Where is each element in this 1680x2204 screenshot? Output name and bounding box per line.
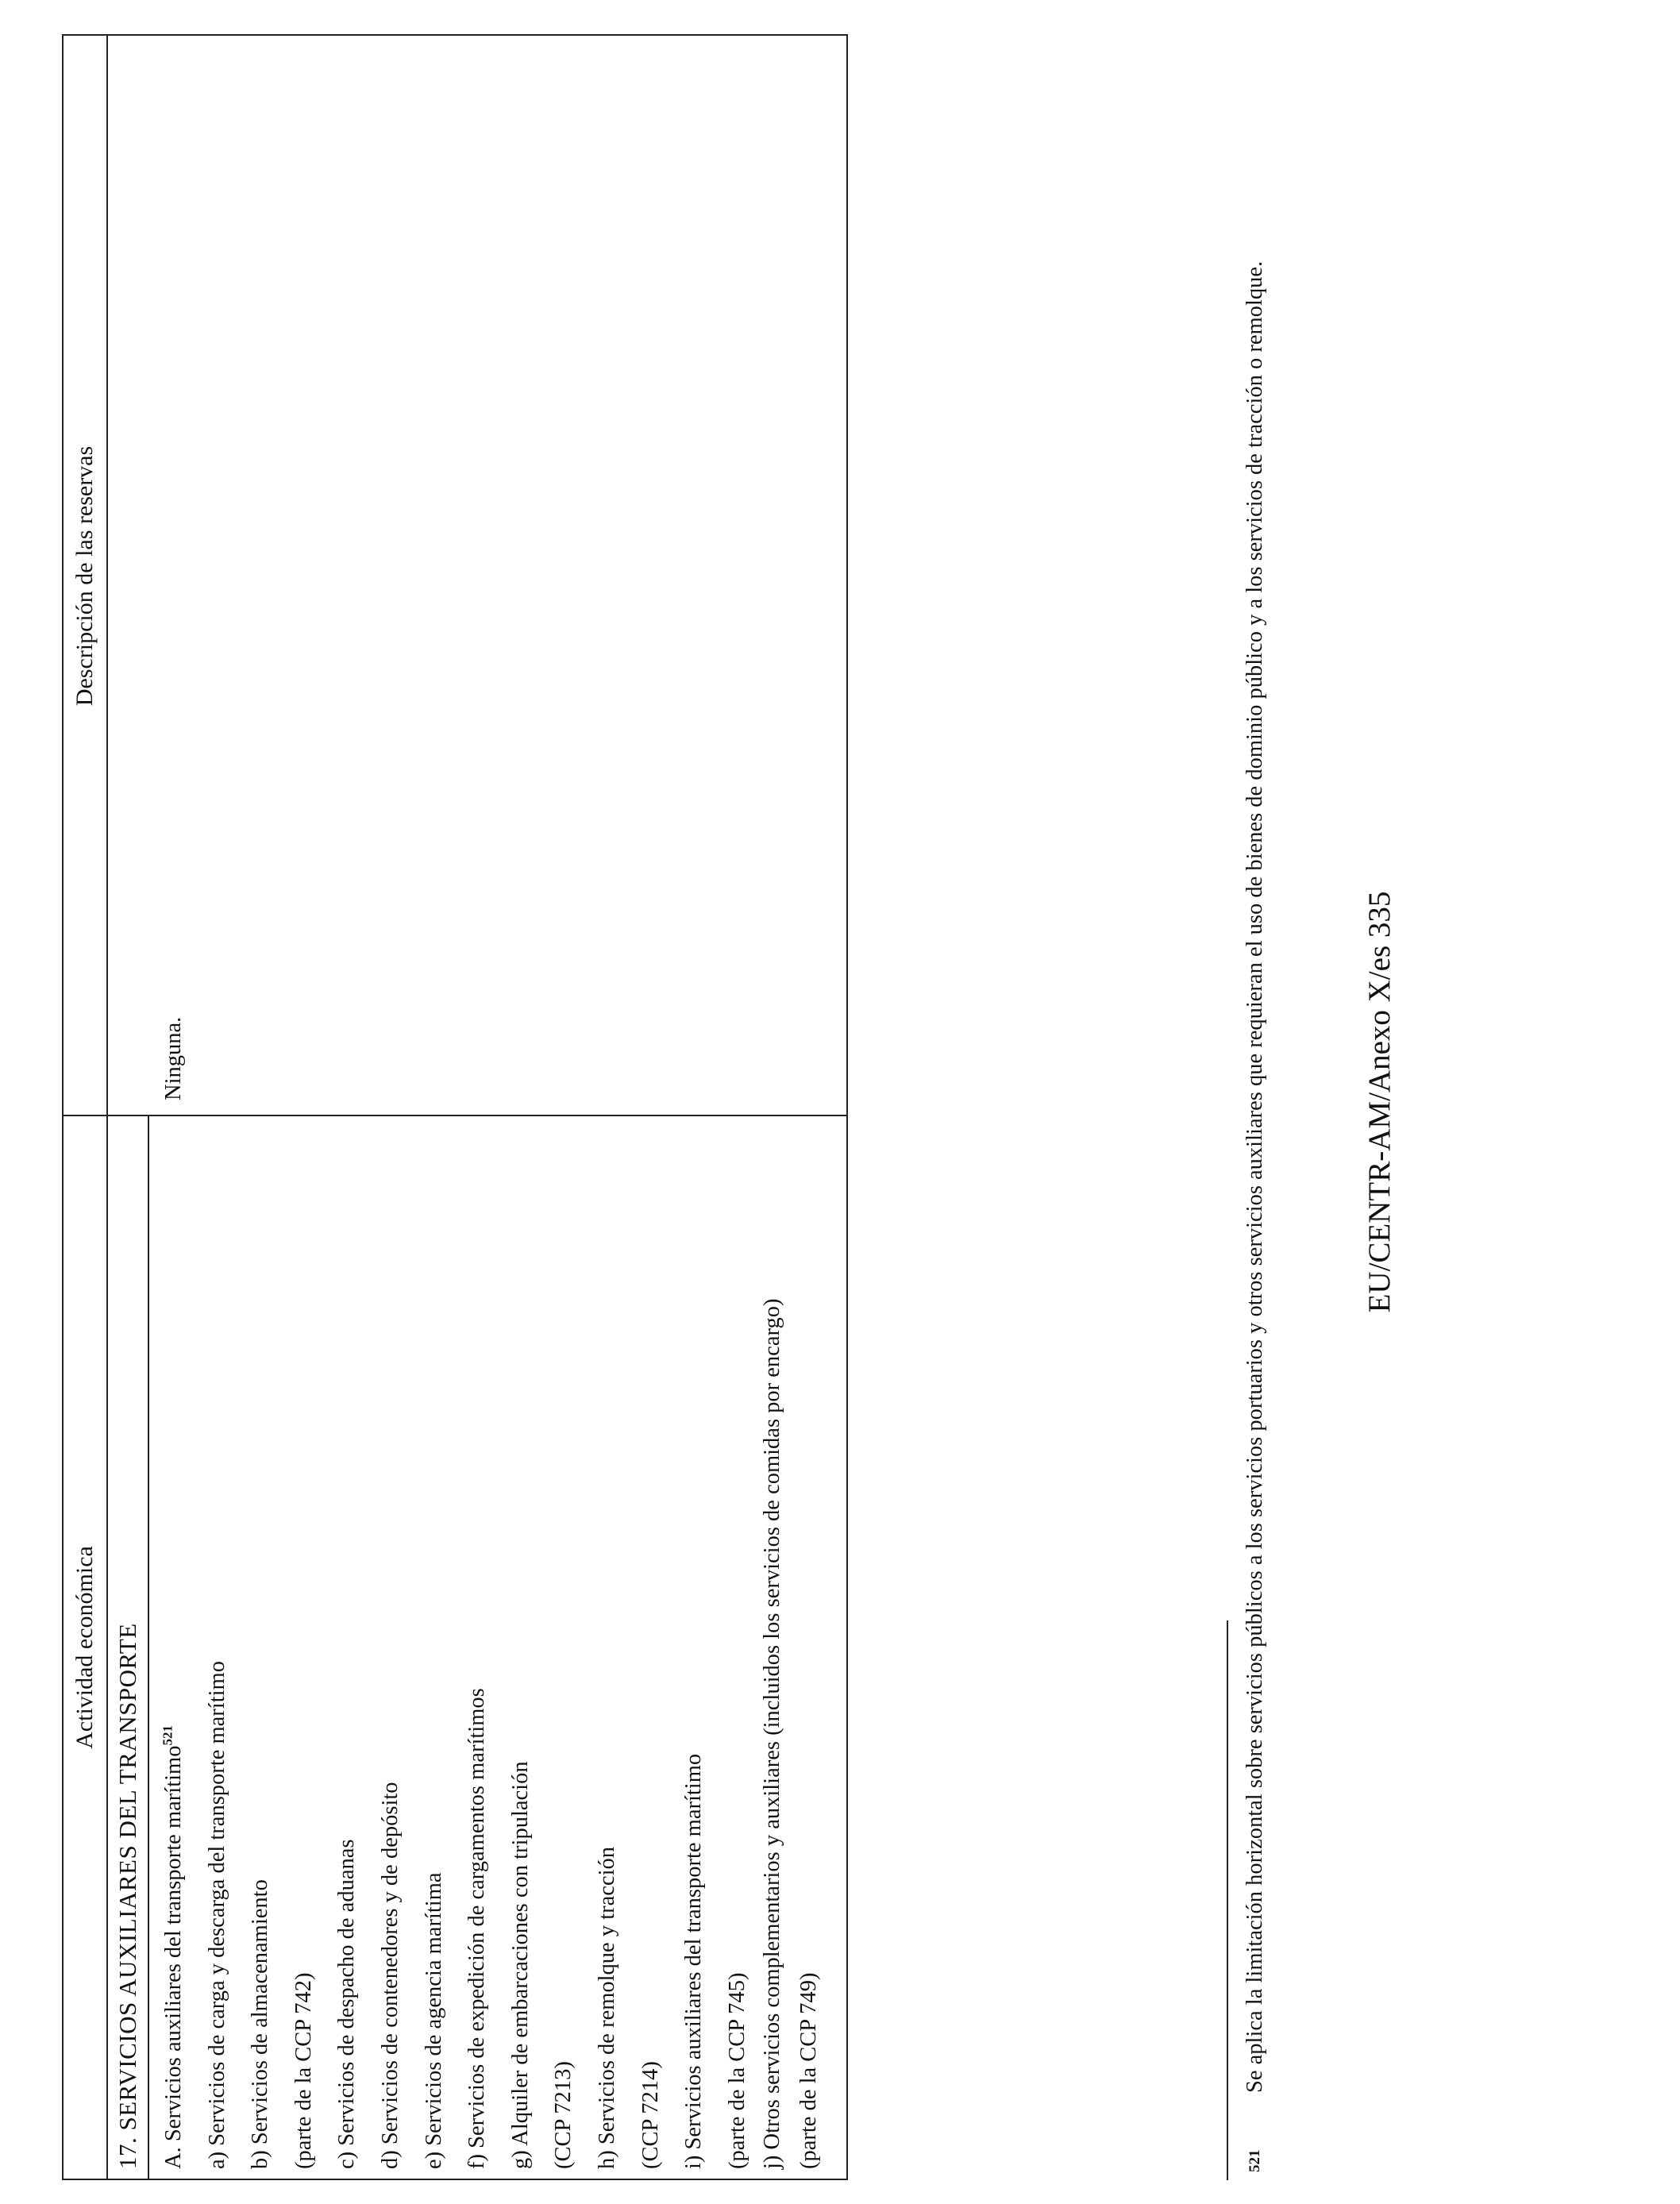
activity-line: j) Otros servicios complementarios y auxiliares (incluidos los servicios de comidas por encargo) [760,1298,785,2169]
activity-line: b) Servicios de almacenamiento [248,1879,273,2169]
header-reservations: Descripción de las reservas [71,445,98,707]
footnote-ref: 521 [160,1725,175,1746]
activity-line: h) Servicios de remolque y tracción [594,1847,619,2169]
activity-line: A. Servicios auxiliares del transporte marítimo$^{521}$ [160,1725,186,2169]
header-rule-left [106,1116,108,2179]
activity-line: (parte de la CCP 742) [291,1972,316,2169]
page-footer: EU/CENTR-AM/Anexo X/es 335 [1362,891,1397,1313]
activity-list [152,1137,831,2169]
activity-line: c) Servicios de despacho de aduanas [334,1839,360,2169]
activity-line: i) Servicios auxiliares del transporte marítimo [681,1753,707,2169]
section-title: 17. SERVICIOS AUXILIARES DEL TRANSPORTE [114,1623,141,2169]
activity-line: a) Servicios de carga y descarga del transporte marítimo [204,1661,229,2169]
section-rule [148,1116,149,2179]
activity-line: f) Servicios de expedición de cargamentos marítimos [464,1688,490,2169]
activity-line: (parte de la CCP 745) [724,1972,749,2169]
header-rule-right [106,36,108,1116]
activity-line: d) Servicios de contenedores y de depósito [377,1782,403,2169]
reservations-table [62,34,848,2180]
activity-line: (CCP 7214) [638,2061,663,2169]
activity-line: (CCP 7213) [551,2061,576,2169]
column-divider [64,1115,846,1116]
activity-line: g) Alquiler de embarcaciones con tripulación [507,1761,533,2169]
activity-line: (parte de la CCP 749) [796,1972,822,2169]
footnote-rule [1227,1620,1228,2180]
reservation-text: Ninguna. [161,1016,186,1100]
header-activity: Actividad económica [71,1546,98,1749]
footnote-number: 521 [1247,2149,1263,2172]
footnote-text: Se aplica la limitación horizontal sobre servicios públicos a los servicios portuarios y otros servicios auxiliares que requieran el uso de bienes de dominio público y a los servicios de tracción o remolque. [1243,260,1267,2093]
activity-line: e) Servicios de agencia marítima [421,1872,446,2169]
